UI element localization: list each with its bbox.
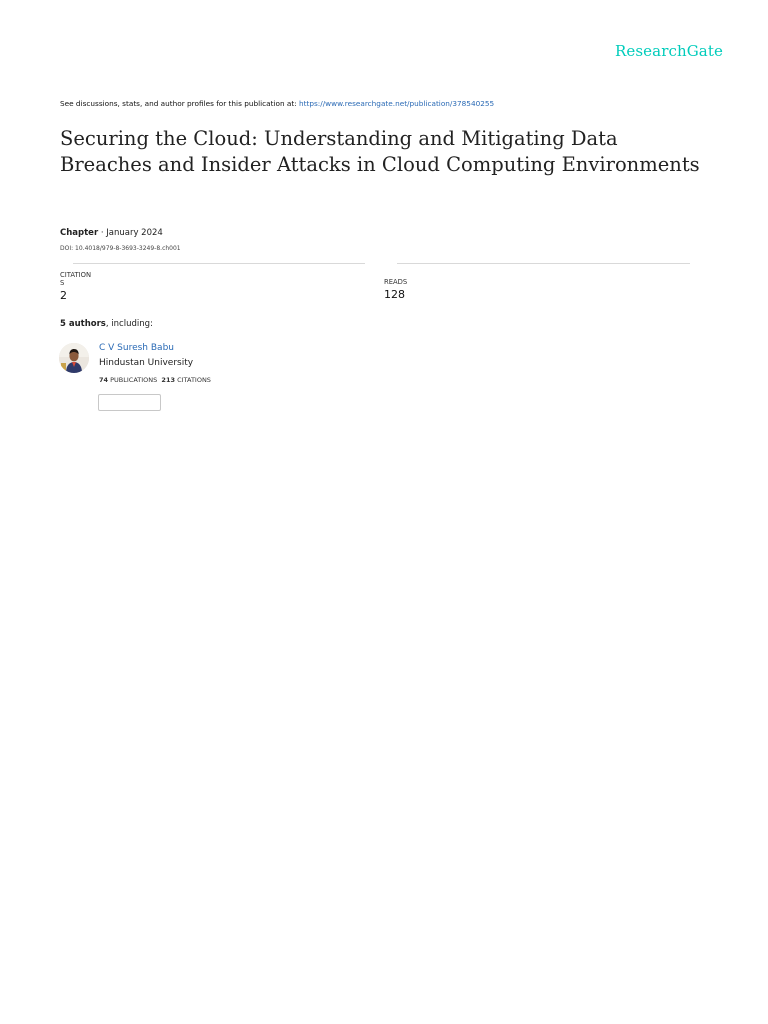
reads-value: 128	[384, 288, 405, 301]
author-citations-count: 213	[161, 376, 175, 384]
author-publications-label: PUBLICATIONS	[110, 376, 158, 384]
author-citations-label: CITATIONS	[177, 376, 211, 384]
citations-label-line1: CITATION	[60, 271, 92, 279]
publication-link[interactable]: https://www.researchgate.net/publication/378540255	[299, 99, 495, 108]
reads-divider	[397, 263, 690, 264]
author-name-link[interactable]: C V Suresh Babu	[99, 343, 174, 353]
reads-label: READS	[384, 278, 408, 286]
discussion-prefix: See discussions, stats, and author profiles for this publication at:	[60, 99, 300, 108]
discussion-line	[60, 99, 494, 108]
citations-stat	[60, 271, 91, 302]
meta-separator: ·	[98, 228, 107, 238]
publication-meta	[60, 228, 163, 238]
author-stats	[99, 376, 211, 384]
author-institution: Hindustan University	[99, 358, 194, 368]
author-photo-icon	[59, 343, 89, 373]
researchgate-logo[interactable]: ResearchGate	[615, 42, 723, 60]
citations-label-line2: S	[60, 279, 65, 287]
author-avatar[interactable]	[59, 343, 89, 373]
see-profile-button[interactable]	[98, 394, 161, 411]
publication-type: Chapter	[60, 228, 99, 238]
publication-doi: DOI: 10.4018/979-8-3693-3249-8.ch001	[60, 245, 181, 252]
publication-title: Securing the Cloud: Understanding and Mitigating Data Breaches and Insider Attacks in Cloud Computing Environments	[60, 127, 700, 176]
author-publications-count: 74	[99, 376, 109, 384]
publication-date: January 2024	[106, 228, 163, 238]
reads-stat	[384, 278, 407, 301]
authors-suffix: , including:	[105, 319, 153, 329]
citations-divider	[73, 263, 365, 264]
citations-value: 2	[60, 289, 67, 302]
authors-count: 5 authors	[60, 319, 106, 329]
authors-count-line	[60, 319, 153, 329]
